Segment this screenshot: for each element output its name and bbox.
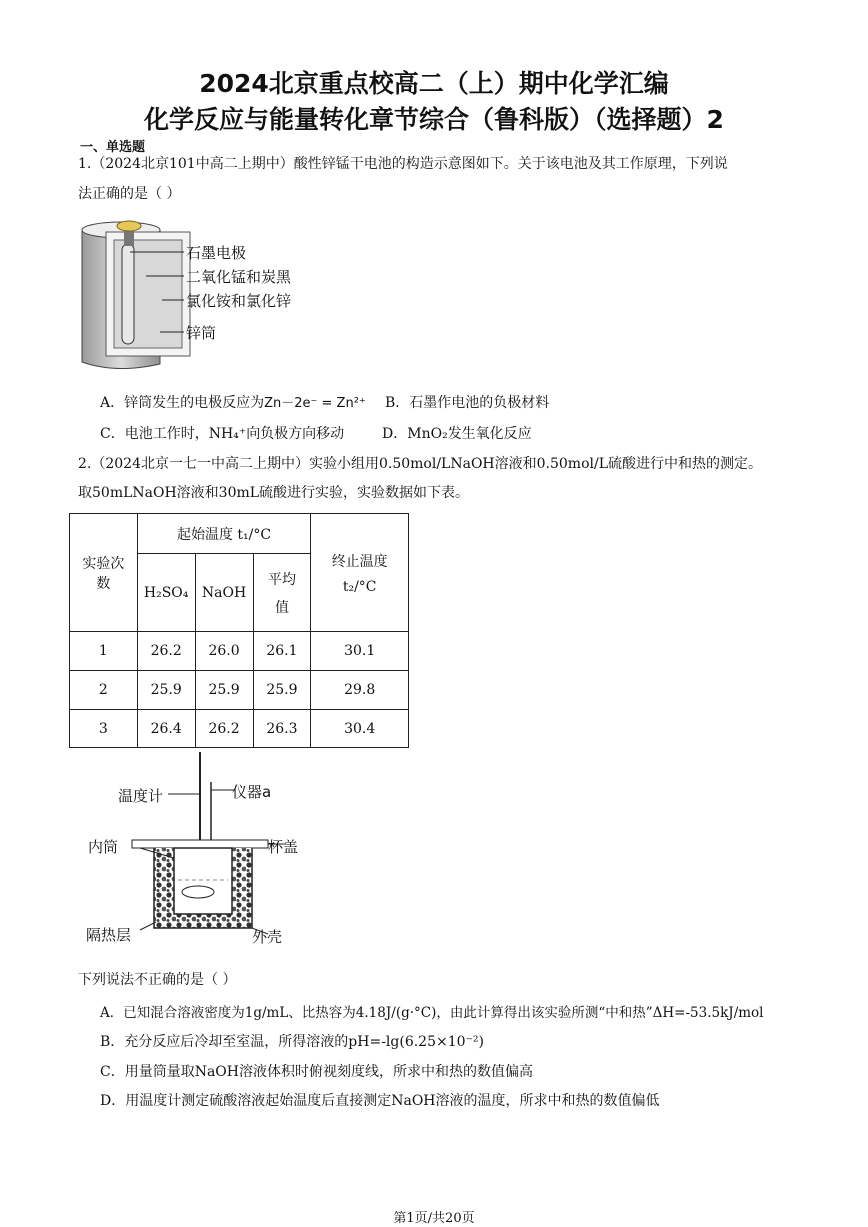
q2-option-d[interactable]: D．用温度计测定硫酸溶液起始温度后直接测定NaOH溶液的温度，所求中和热的数值偏低: [100, 1093, 660, 1109]
q1-option-c-text: C．电池工作时，: [100, 426, 209, 442]
q2-stem-line2: 取50mLNaOH溶液和30mL硫酸进行实验，实验数据如下表。: [78, 485, 470, 501]
header-exp-count: 实验次 数: [70, 514, 138, 632]
table-cell: 30.4: [311, 710, 409, 748]
table-cell: 25.9: [195, 671, 253, 710]
table-row: [70, 632, 409, 671]
table-cell: 26.1: [253, 632, 311, 671]
table-cell: 26.2: [137, 632, 195, 671]
battery-label-mno2: 二氧化锰和炭黑: [186, 268, 292, 286]
calorimeter-label-inner-cup: 内筒: [88, 838, 119, 856]
header-naoh: NaOH: [195, 554, 253, 632]
header-h2so4: H₂SO₄: [137, 554, 195, 632]
header-end-temp: 终止温度 t₂/°C: [311, 514, 409, 632]
calorimeter-label-thermometer: 温度计: [118, 787, 164, 805]
q2-option-a[interactable]: A．已知混合溶液密度为1g/mL、比热容为4.18J/(g·°C)，由此计算得出该实验所测“中和热”ΔH=-53.5kJ/mol: [100, 1005, 764, 1021]
q2-option-b[interactable]: B．充分反应后冷却至室温，所得溶液的pH=-lg(6.25×10⁻²): [100, 1034, 485, 1050]
battery-label-nh4cl: 氯化铵和氯化锌: [186, 292, 292, 310]
section-heading: 一、单选题: [80, 140, 146, 155]
q1-option-a-text: A．锌筒发生的电极反应为: [100, 395, 265, 411]
battery-label-graphite: 石墨电极: [186, 244, 247, 262]
q1-option-d[interactable]: [382, 423, 532, 443]
calorimeter-label-shell: 外壳: [252, 928, 283, 946]
table-cell: 26.2: [195, 710, 253, 748]
table-cell: 2: [70, 671, 138, 710]
q1-option-d-formula: MnO₂: [407, 426, 448, 442]
page-number: 第1页/共20页: [393, 1211, 475, 1226]
table-row: [70, 671, 409, 710]
q1-option-b[interactable]: B．石墨作电池的负极材料: [385, 395, 550, 411]
experiment-data-table: [69, 513, 409, 748]
q1-option-d-suffix: 发生氧化反应: [447, 426, 532, 442]
q1-stem-line1: 1.（2024北京101中高二上期中）酸性锌锰干电池的构造示意图如下。关于该电池及其工作原理，下列说: [78, 156, 728, 172]
q2-option-c[interactable]: C．用量筒量取NaOH溶液体积时俯视刻度线，所求中和热的数值偏高: [100, 1064, 533, 1080]
table-cell: 1: [70, 632, 138, 671]
table-cell: 25.9: [137, 671, 195, 710]
document-title-line1: 2024北京重点校高二（上）期中化学汇编: [199, 69, 669, 98]
table-cell: 26.4: [137, 710, 195, 748]
q1-option-c-formula: NH₄⁺: [208, 426, 247, 442]
table-cell: 3: [70, 710, 138, 748]
table-cell: 29.8: [311, 671, 409, 710]
battery-label-zinc: 锌筒: [186, 324, 217, 342]
document-title-line2: 化学反应与能量转化章节综合（鲁科版）（选择题）2: [144, 105, 724, 134]
q1-stem-line2: 法正确的是（ ）: [78, 186, 181, 202]
table-cell: 26.0: [195, 632, 253, 671]
q2-question: 下列说法不正确的是（ ）: [78, 972, 237, 988]
table-cell: 26.3: [253, 710, 311, 748]
q2-stem-line1: 2.（2024北京一七一中高二上期中）实验小组用0.50mol/LNaOH溶液和0.50mol/L硫酸进行中和热的测定。: [78, 456, 763, 472]
q1-option-d-text: D．: [382, 426, 408, 442]
header-average: 平均 值: [253, 554, 311, 632]
table-row: [70, 710, 409, 748]
header-start-temp: 起始温度 t₁/°C: [137, 514, 311, 554]
q1-option-a-formula: Zn－2e⁻ = Zn²⁺: [264, 396, 366, 411]
calorimeter-label-lid: 杯盖: [268, 838, 299, 856]
calorimeter-label-instrument-a: 仪器a: [232, 783, 272, 801]
table-cell: 30.1: [311, 632, 409, 671]
q1-option-a[interactable]: [100, 392, 366, 412]
q1-option-c[interactable]: [100, 423, 344, 443]
calorimeter-label-insulation: 隔热层: [86, 926, 132, 944]
q1-option-c-suffix: 向负极方向移动: [246, 426, 345, 442]
table-cell: 25.9: [253, 671, 311, 710]
